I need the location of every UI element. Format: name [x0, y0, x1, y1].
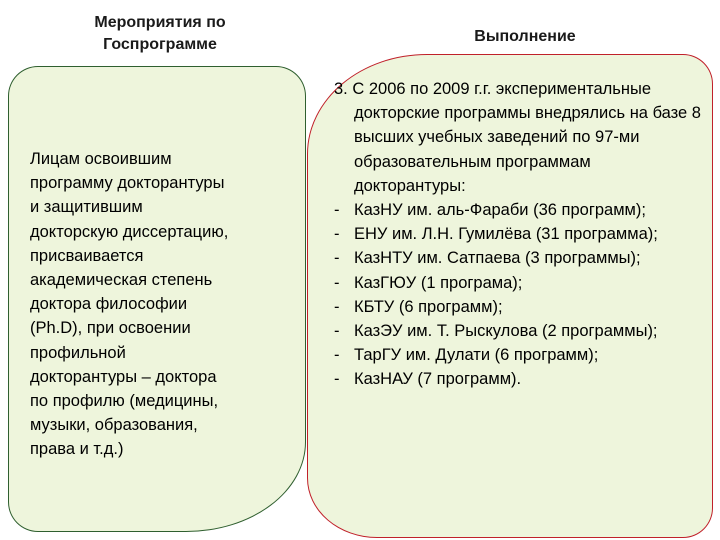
university-entry: ТарГУ им. Дулати (6 программ);: [354, 346, 599, 365]
dash-bullet: -: [334, 322, 340, 341]
university-list-item: [334, 319, 704, 343]
left-panel-text: [30, 147, 292, 462]
left-text-line: присваивается: [30, 246, 144, 265]
university-entry: КазЭУ им. Т. Рыскулова (2 программы);: [354, 322, 658, 341]
left-text-line: программу докторантуры: [30, 174, 225, 193]
university-list-item: [334, 246, 704, 270]
university-entry: КазНТУ им. Сатпаева (3 программы);: [354, 249, 641, 268]
left-text-line: (Ph.D), при освоении: [30, 319, 191, 338]
left-text-line: и защитившим: [30, 198, 143, 217]
dash-bullet: -: [334, 225, 340, 244]
dash-bullet: -: [334, 249, 340, 268]
left-text-line: докторскую диссертацию,: [30, 222, 229, 241]
left-text-line: докторантуры – доктора: [30, 367, 217, 386]
university-list-item: [334, 343, 704, 367]
university-list-item: [334, 367, 704, 391]
left-text-line: профильной: [30, 343, 126, 362]
university-list-item: [334, 198, 704, 222]
dash-bullet: -: [334, 370, 340, 389]
university-list-item: [334, 295, 704, 319]
university-list-item: [334, 271, 704, 295]
left-header-line-1: Мероприятия по: [94, 14, 226, 31]
left-text-line: по профилю (медицины,: [30, 392, 219, 411]
university-entry: ЕНУ им. Л.Н. Гумилёва (31 программа);: [354, 225, 658, 244]
right-panel-text: [334, 77, 704, 392]
left-text-line: Лицам освоившим: [30, 150, 172, 168]
university-entry: КазНУ им. аль-Фараби (36 программ);: [354, 201, 646, 220]
university-list-item: [334, 222, 704, 246]
dash-bullet: -: [334, 346, 340, 365]
dash-bullet: -: [334, 297, 340, 316]
implementation-intro: 3. С 2006 по 2009 г.г. экспериментальные докторские программы внедрялись на базе 8 высших учебных заведений по 97-ми образовательным программам докторантуры:: [334, 80, 701, 195]
left-text-line: права и т.д.): [30, 440, 124, 459]
left-text-line: музыки, образования,: [30, 416, 198, 435]
left-header-line-2: Госпрограмме: [103, 36, 217, 53]
university-entry: КазГЮУ (1 програма);: [354, 273, 523, 292]
left-text-line: академическая степень: [30, 271, 213, 290]
left-column-header: [40, 12, 280, 56]
dash-bullet: -: [334, 273, 340, 292]
right-column-header: Выполнение: [474, 28, 576, 45]
left-text-line: доктора философии: [30, 295, 188, 314]
university-entry: КазНАУ (7 программ).: [354, 370, 522, 389]
dash-bullet: -: [334, 201, 340, 220]
university-entry: КБТУ (6 программ);: [354, 297, 503, 316]
